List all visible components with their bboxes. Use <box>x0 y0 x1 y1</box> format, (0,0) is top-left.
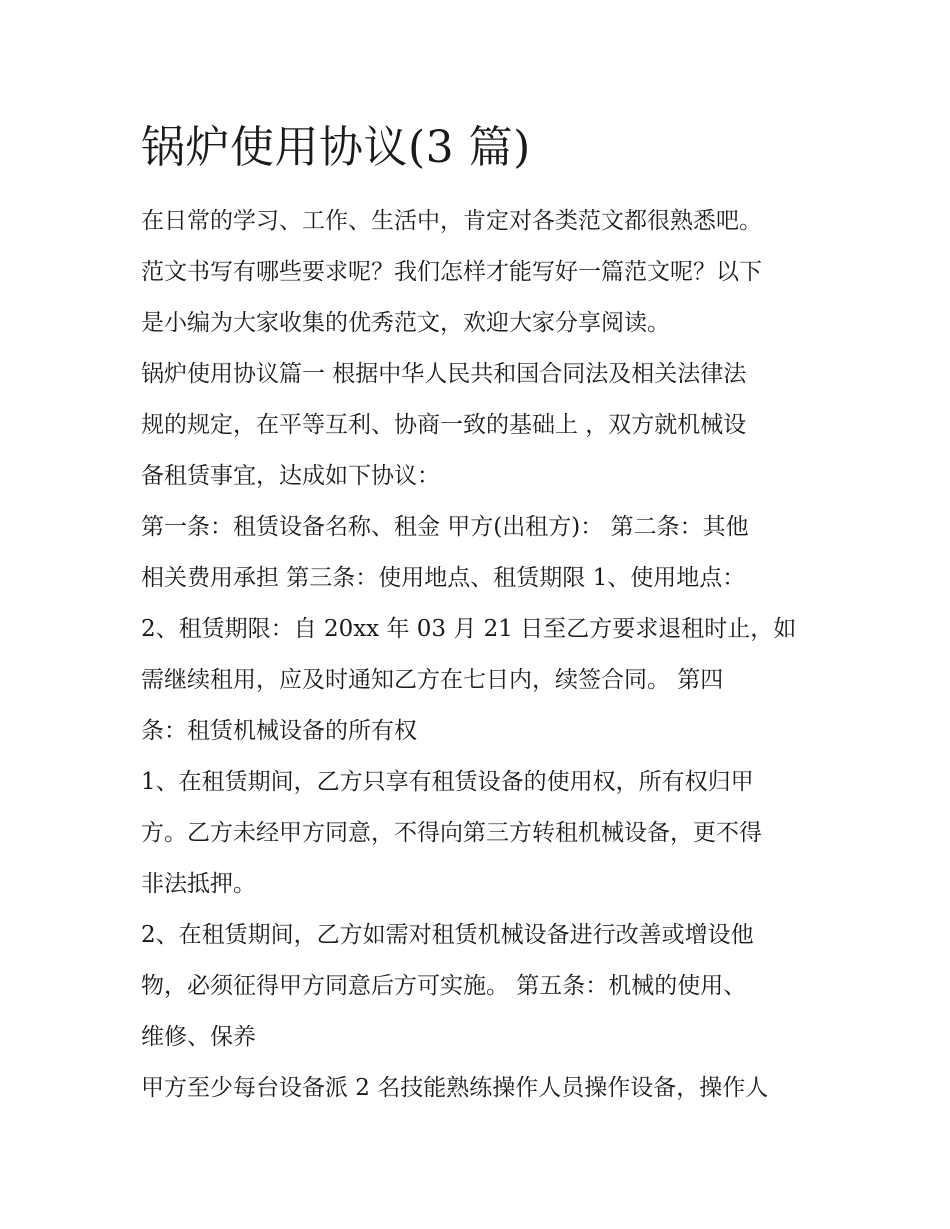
body-line: 1、在租赁期间，乙方只享有租赁设备的使用权，所有权归甲 <box>141 769 754 795</box>
body-line: 是小编为大家收集的优秀范文，欢迎大家分享阅读。 <box>141 310 670 336</box>
body-line: 方。乙方未经甲方同意，不得向第三方转租机械设备，更不得 <box>141 820 762 846</box>
body-line: 维修、保养 <box>141 1024 256 1050</box>
document-title: 锅炉使用协议(3 篇) <box>141 122 531 173</box>
body-line: 备租赁事宜，达成如下协议： <box>141 463 440 489</box>
body-line: 在日常的学习、工作、生活中，肯定对各类范文都很熟悉吧。 <box>141 208 762 234</box>
body-line: 2、在租赁期间，乙方如需对租赁机械设备进行改善或增设他 <box>141 922 754 948</box>
body-line: 物，必须征得甲方同意后方可实施。 第五条：机械的使用、 <box>141 973 747 999</box>
body-line: 2、租赁期限：自 20xx 年 03 月 21 日至乙方要求退租时止，如 <box>141 616 797 642</box>
body-line: 规的规定，在平等互利、协商一致的基础上 ，双方就机械设 <box>141 412 747 438</box>
body-line: 相关费用承担 第三条：使用地点、租赁期限 1、使用地点： <box>141 565 746 591</box>
body-line: 甲方至少每台设备派 2 名技能熟练操作人员操作设备，操作人 <box>141 1075 769 1101</box>
body-line: 范文书写有哪些要求呢？我们怎样才能写好一篇范文呢？以下 <box>141 259 762 285</box>
body-line: 第一条：租赁设备名称、租金 甲方(出租方)： 第二条：其他 <box>141 514 749 540</box>
body-line: 锅炉使用协议篇一 根据中华人民共和国合同法及相关法律法 <box>141 361 747 387</box>
body-line: 条：租赁机械设备的所有权 <box>141 718 417 744</box>
document-body <box>141 118 821 1114</box>
body-line: 非法抵押。 <box>141 871 256 897</box>
body-line: 需继续租用，应及时通知乙方在七日内，续签合同。 第四 <box>141 667 724 693</box>
